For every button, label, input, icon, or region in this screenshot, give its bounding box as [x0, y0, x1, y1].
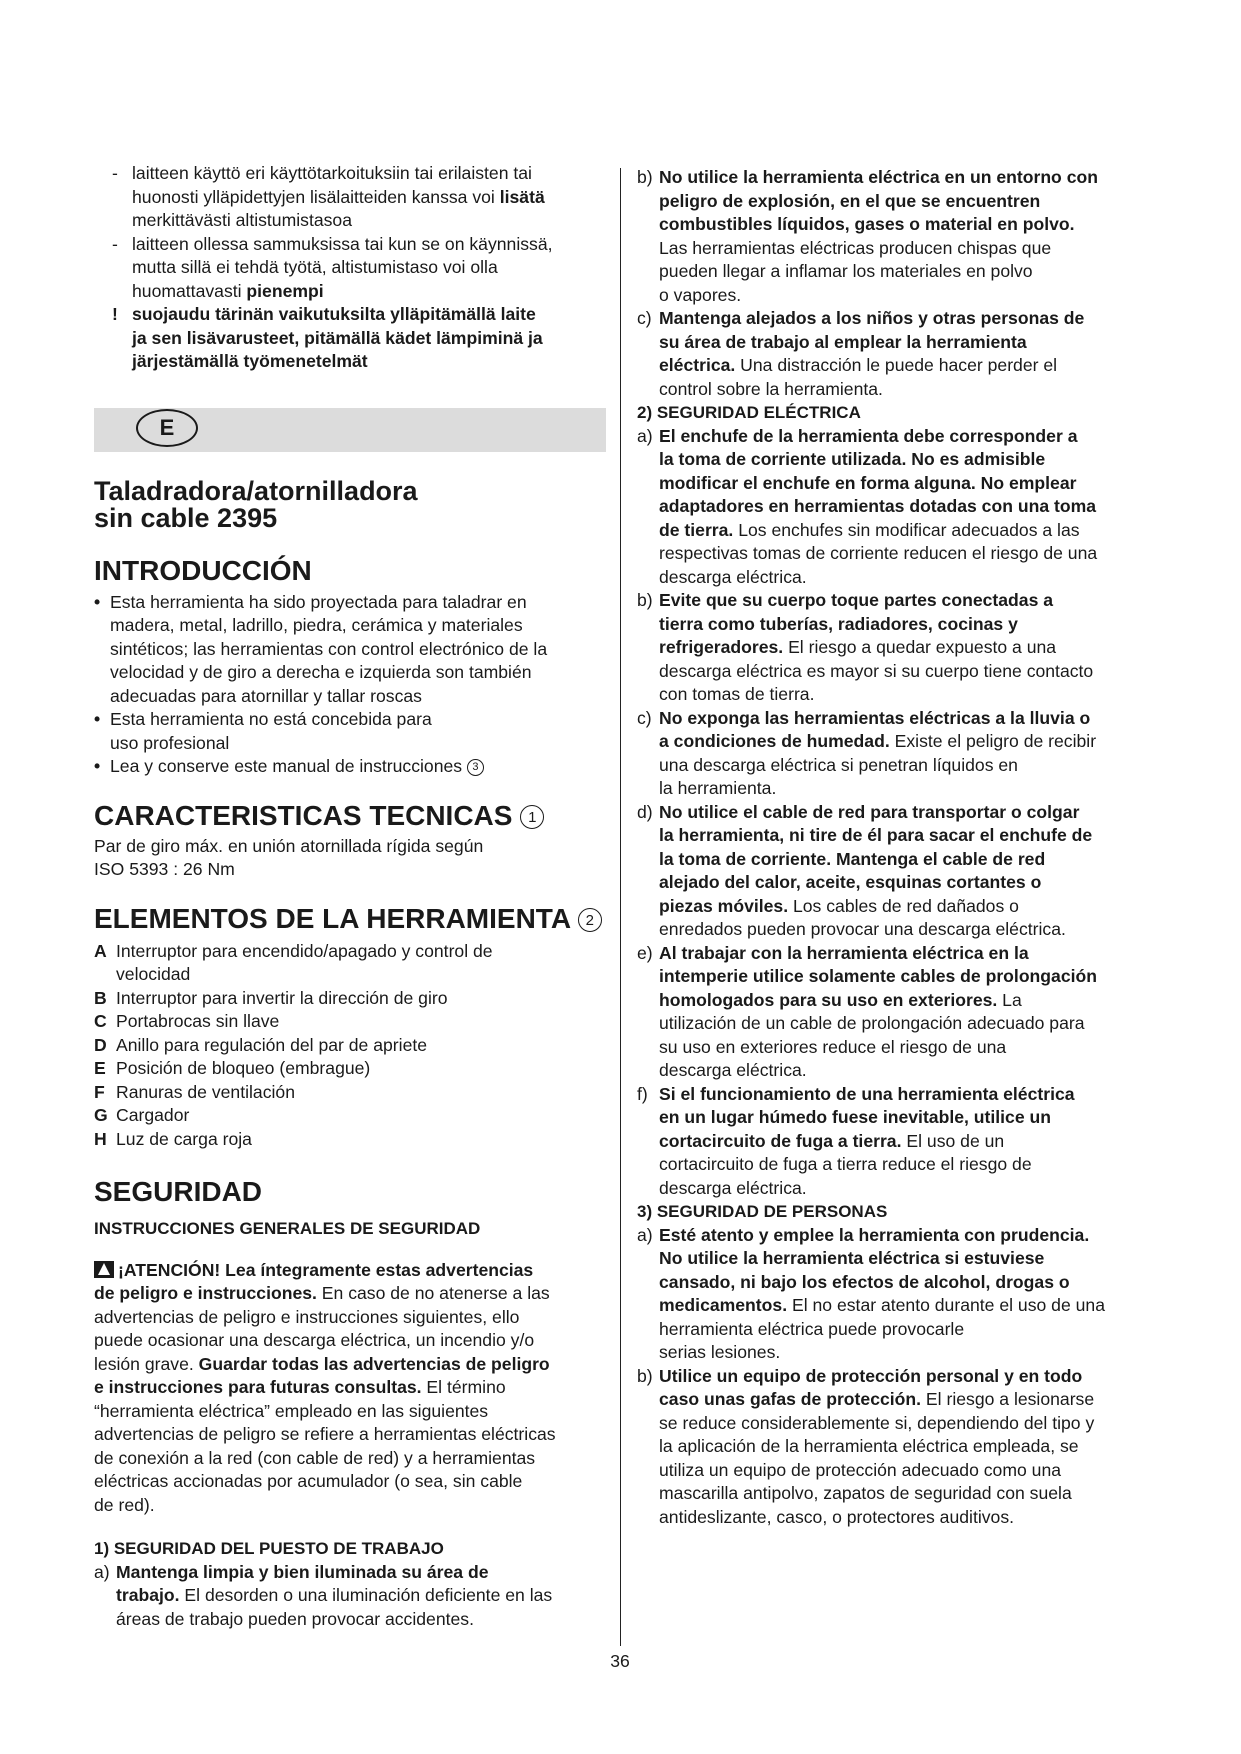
text-line: [659, 260, 1157, 284]
text-run: La: [997, 989, 1022, 1010]
tech-specs: [94, 835, 606, 882]
text-line: [659, 942, 1157, 966]
text-line: [659, 871, 1157, 895]
text-run: e instrucciones para futuras consultas.: [94, 1377, 422, 1397]
text-run: la toma de corriente. Mantenga el cable de red: [659, 848, 1046, 869]
text-run: tierra como tuberías, radiadores, cocinas y: [659, 613, 1018, 634]
column-divider: [620, 168, 621, 1646]
bullet-line: Lea y conserve este manual de instrucciones 3: [110, 755, 606, 779]
text-run: El término: [421, 1377, 506, 1397]
element-line: Interruptor para encendido/apagado y control de: [116, 940, 493, 961]
text-line: [659, 824, 1157, 848]
text-run: la aplicación de la herramienta eléctrica empleada, se: [659, 1436, 1079, 1456]
safety-item: [637, 425, 1157, 590]
text-run: de tierra.: [659, 519, 734, 540]
text-line: [659, 1482, 1157, 1506]
text-line: [659, 1106, 1157, 1130]
element-line: Ranuras de ventilación: [116, 1081, 295, 1102]
item-marker: a): [637, 425, 653, 446]
text-run: descarga eléctrica.: [659, 1060, 807, 1080]
text-line: [659, 707, 1157, 731]
text-run: una descarga eléctrica si penetran líquidos en: [659, 754, 1018, 775]
tech-line: Par de giro máx. en unión atornillada rígida según: [94, 835, 484, 856]
item-marker: a): [94, 1561, 110, 1582]
text-run: huomattavasti: [132, 280, 247, 301]
text-line: [659, 1271, 1157, 1295]
item-marker: e): [637, 942, 653, 963]
text-run: antideslizante, casco, o protectores auditivos.: [659, 1506, 1015, 1527]
safety-item: [637, 1224, 1157, 1365]
note-item: [94, 303, 606, 374]
text-line: [659, 166, 1157, 190]
bullet-line: velocidad y de giro a derecha e izquierda son también: [110, 662, 532, 682]
text-line: [659, 754, 1157, 778]
element-line: Anillo para regulación del par de apriete: [116, 1034, 428, 1055]
text-line: [659, 1506, 1157, 1530]
text-run: No exponga las herramientas eléctricas a la lluvia o: [659, 707, 1091, 728]
text-run: medicamentos.: [659, 1295, 788, 1315]
text-run: Guardar todas las advertencias de peligro: [198, 1353, 550, 1374]
item-marker: f): [637, 1083, 648, 1104]
text-line: [659, 495, 1157, 519]
text-line: [132, 209, 606, 233]
element-item: [94, 940, 606, 987]
item-marker: c): [637, 707, 652, 728]
text-line: [659, 895, 1157, 919]
text-line: [132, 256, 606, 280]
text-run: laitteen käyttö eri käyttötarkoituksiin tai erilaisten tai: [132, 163, 532, 183]
text-line: [659, 542, 1157, 566]
text-run: Si el funcionamiento de una herramienta eléctrica: [659, 1083, 1075, 1104]
text-line: [659, 566, 1157, 590]
text-line: [659, 1247, 1157, 1271]
text-line: [132, 327, 606, 351]
bullet-line: madera, metal, ladrillo, piedra, cerámica y materiales: [110, 615, 523, 635]
text-run: El no estar atento durante el uso de una: [787, 1295, 1105, 1315]
text-run: Los enchufes sin modificar adecuados a las: [733, 519, 1080, 540]
general-line: [94, 1306, 606, 1330]
element-line: velocidad: [116, 964, 191, 984]
text-line: [132, 350, 606, 374]
safety-heading: SEGURIDAD: [94, 1176, 263, 1207]
text-run: peligro de explosión, en el que se encuentren: [659, 190, 1041, 211]
text-line: [659, 1412, 1157, 1436]
text-line: [659, 1224, 1157, 1248]
safety-item: [637, 307, 1157, 401]
text-run: de red).: [94, 1494, 155, 1515]
text-run: “herramienta eléctrica” empleado en las siguientes: [94, 1400, 489, 1421]
intro-heading: INTRODUCCIÓN: [94, 554, 312, 586]
text-run: intemperie utilice solamente cables de prolongación: [659, 966, 1098, 986]
text-run: de conexión a la red (con cable de red) y a herramientas: [94, 1447, 536, 1468]
text-run: cansado, ni bajo los efectos de alcohol, drogas o: [659, 1271, 1070, 1292]
bullet-line: adecuadas para atornillar y tallar roscas: [110, 685, 422, 706]
text-run: huonosti ylläpidettyjen lisälaitteiden kanssa voi: [132, 186, 500, 207]
elements-list: [94, 940, 606, 1152]
element-letter: H: [94, 1128, 107, 1149]
text-run: serias lesiones.: [659, 1342, 781, 1362]
text-line: [659, 354, 1157, 378]
text-line: [659, 237, 1157, 261]
text-line: [132, 303, 606, 327]
text-run: piezas móviles.: [659, 895, 789, 916]
item-marker: -: [112, 233, 118, 254]
text-line: [659, 1083, 1157, 1107]
text-line: [659, 1177, 1157, 1201]
element-line: Interruptor para invertir la dirección de giro: [116, 987, 448, 1008]
text-line: [659, 636, 1157, 660]
text-run: cortacircuito de fuga a tierra.: [659, 1130, 902, 1151]
text-run: eléctricas accionadas por acumulador (o sea, sin cable: [94, 1471, 523, 1491]
text-run: utiliza un equipo de protección adecuado como una: [659, 1459, 1062, 1480]
text-run: mascarilla antipolvo, zapatos de seguridad con suela: [659, 1483, 1072, 1503]
general-line: [94, 1329, 606, 1353]
text-run: su uso en exteriores reduce el riesgo de una: [659, 1036, 1007, 1057]
text-run: descarga eléctrica es mayor si su cuerpo tiene contacto: [659, 660, 1094, 681]
text-run: modificar el enchufe en forma alguna. No emplear: [659, 472, 1077, 493]
text-line: [659, 848, 1157, 872]
elements-heading: [94, 902, 606, 936]
text-run: su área de trabajo al emplear la herramienta: [659, 331, 1027, 352]
text-run: utilización de un cable de prolongación adecuado para: [659, 1013, 1085, 1033]
text-run: El desorden o una iluminación deficiente en las: [179, 1585, 553, 1605]
item-marker: b): [637, 590, 653, 610]
text-run: Mantenga alejados a los niños y otras personas de: [659, 308, 1085, 328]
text-line: [659, 331, 1157, 355]
item-marker: c): [637, 308, 652, 328]
text-run: control sobre la herramienta.: [659, 378, 883, 399]
safety-items: [637, 166, 1157, 401]
text-line: [132, 162, 606, 186]
bullet-line: Esta herramienta ha sido proyectada para taladrar en: [110, 591, 527, 612]
text-run: cortacircuito de fuga a tierra reduce el riesgo de: [659, 1154, 1032, 1174]
safety-item: [637, 589, 1157, 707]
text-run: áreas de trabajo pueden provocar accidentes.: [116, 1608, 474, 1629]
text-run: El enchufe de la herramienta debe corresponder a: [659, 425, 1078, 446]
text-line: [659, 1012, 1157, 1036]
text-run: pienempi: [246, 280, 324, 301]
item-marker: !: [112, 304, 118, 324]
text-run: No utilice la herramienta eléctrica si estuviese: [659, 1248, 1045, 1268]
element-letter: A: [94, 940, 107, 961]
element-letter: C: [94, 1011, 107, 1031]
element-letter: E: [94, 1058, 106, 1078]
text-line: [659, 472, 1157, 496]
element-letter: G: [94, 1105, 108, 1125]
text-line: [659, 965, 1157, 989]
text-run: ja sen lisävarusteet, pitämällä kädet lämpiminä ja: [132, 327, 543, 348]
text-run: herramienta eléctrica puede provocarle: [659, 1318, 965, 1339]
general-line: [94, 1447, 606, 1471]
finnish-vibration-notes: [94, 162, 606, 374]
text-line: [659, 589, 1157, 613]
text-run: eléctrica.: [659, 355, 736, 375]
text-run: Al trabajar con la herramienta eléctrica en la: [659, 942, 1029, 963]
text-line: [659, 378, 1157, 402]
workplace-item: [94, 1561, 606, 1632]
text-line: [659, 1341, 1157, 1365]
text-line: [659, 1294, 1157, 1318]
text-run: lesión grave.: [94, 1353, 199, 1374]
text-run: advertencias de peligro se refiere a herramientas eléctricas: [94, 1424, 556, 1444]
text-run: descarga eléctrica.: [659, 566, 807, 587]
intro-bullet: [94, 755, 606, 779]
safety-item: [637, 707, 1157, 801]
elements-heading-text: ELEMENTOS DE LA HERRAMIENTA: [94, 902, 571, 934]
text-run: lisätä: [499, 186, 545, 207]
bullet-line: Esta herramienta no está concebida para: [110, 709, 432, 729]
text-line: [132, 186, 606, 210]
text-run: la herramienta.: [659, 778, 777, 798]
page-number: 36: [610, 1651, 630, 1671]
text-run: combustibles líquidos, gases o material en polvo.: [659, 214, 1075, 234]
text-run: Las herramientas eléctricas producen chispas que: [659, 237, 1052, 258]
text-line: [659, 660, 1157, 684]
text-line: [659, 519, 1157, 543]
text-run: El uso de un: [901, 1130, 1005, 1151]
text-run: laitteen ollessa sammuksissa tai kun se on käynnissä,: [132, 233, 553, 254]
text-line: [659, 1036, 1157, 1060]
safety-items: [637, 425, 1157, 1201]
text-line: [659, 777, 1157, 801]
text-line: [132, 233, 606, 257]
element-line: Cargador: [116, 1105, 190, 1125]
safety-item: [637, 942, 1157, 1083]
text-run: con tomas de tierra.: [659, 684, 815, 704]
text-line: [659, 1365, 1157, 1389]
text-line: [659, 1130, 1157, 1154]
text-run: El riesgo a quedar expuesto a una: [783, 637, 1057, 657]
general-line: [94, 1494, 606, 1518]
safety-items: [637, 1224, 1157, 1530]
text-run: caso unas gafas de protección.: [659, 1389, 922, 1409]
element-letter: F: [94, 1081, 105, 1102]
safety-item: [637, 801, 1157, 942]
text-run: adaptadores en herramientas dotadas con una toma: [659, 496, 1097, 516]
safety-item: [637, 166, 1157, 307]
text-run: enredados pueden provocar una descarga eléctrica.: [659, 919, 1066, 939]
tech-figure-ref: 1: [520, 805, 544, 829]
element-item: [94, 1128, 606, 1152]
item-marker: b): [637, 1365, 653, 1386]
text-run: puede ocasionar una descarga eléctrica, un incendio y/o: [94, 1330, 535, 1350]
text-run: Evite que su cuerpo toque partes conectadas a: [659, 590, 1054, 610]
general-safety-heading: INSTRUCCIONES GENERALES DE SEGURIDAD: [94, 1219, 481, 1238]
workplace-items: [94, 1561, 606, 1632]
text-run: homologados para su uso en exteriores.: [659, 989, 998, 1010]
text-run: se reduce considerablemente si, dependiendo del tipo y: [659, 1412, 1095, 1433]
text-run: suojaudu tärinän vaikutuksilta ylläpitämällä laite: [132, 304, 536, 324]
text-run: merkittävästi altistumistasoa: [132, 210, 352, 230]
text-line: [659, 801, 1157, 825]
bullet-marker: •: [94, 591, 101, 612]
item-marker: a): [637, 1224, 653, 1245]
text-run: En caso de no atenerse a las: [316, 1283, 550, 1303]
text-run: El riesgo a lesionarse: [921, 1389, 1095, 1409]
tech-heading-text: CARACTERISTICAS TECNICAS: [94, 799, 513, 831]
warning-icon: [94, 1261, 114, 1278]
text-run: Utilice un equipo de protección personal y en todo: [659, 1365, 1083, 1386]
text-line: [659, 1318, 1157, 1342]
product-title-line1: Taladradora/atornilladora: [94, 475, 418, 506]
text-line: [659, 730, 1157, 754]
text-run: alejado del calor, aceite, esquinas cortantes o: [659, 872, 1042, 892]
general-line: [94, 1470, 606, 1494]
text-line: [659, 683, 1157, 707]
text-run: mutta sillä ei tehdä työtä, altistumistaso voi olla: [132, 257, 498, 277]
element-item: [94, 987, 606, 1011]
text-line: [659, 989, 1157, 1013]
bullet-marker: •: [94, 756, 101, 776]
text-line: [659, 613, 1157, 637]
language-section-bar: [94, 408, 606, 452]
general-line: [94, 1423, 606, 1447]
general-line: [94, 1376, 606, 1400]
general-line: [94, 1259, 606, 1283]
text-run: Una distracción le puede hacer perder el: [735, 355, 1058, 375]
general-safety-text: [94, 1259, 606, 1518]
element-item: [94, 1034, 606, 1058]
text-run: advertencias de peligro e instrucciones siguientes, ello: [94, 1306, 520, 1327]
product-title-line2: sin cable 2395: [94, 502, 278, 533]
intro-bullet: [94, 708, 606, 755]
text-run: trabajo.: [116, 1585, 180, 1605]
figure-ref: 3: [467, 759, 484, 776]
text-line: [659, 1435, 1157, 1459]
text-run: No utilice la herramienta eléctrica en un entorno con: [659, 167, 1098, 187]
element-line: Portabrocas sin llave: [116, 1011, 280, 1031]
text-run: ¡ATENCIÓN! Lea íntegramente estas advertencias: [118, 1259, 534, 1280]
element-item: [94, 1057, 606, 1081]
section-heading: 3) SEGURIDAD DE PERSONAS: [637, 1202, 888, 1221]
text-line: [659, 918, 1157, 942]
text-line: [116, 1561, 606, 1585]
text-run: respectivas tomas de corriente reducen el riesgo de una: [659, 543, 1098, 563]
item-marker: d): [637, 801, 653, 822]
intro-bullets: [94, 591, 606, 779]
text-run: de peligro e instrucciones.: [94, 1283, 317, 1303]
intro-bullet: [94, 591, 606, 709]
item-marker: -: [112, 163, 118, 183]
element-line: Posición de bloqueo (embrague): [116, 1058, 371, 1078]
general-line: [94, 1400, 606, 1424]
text-run: en un lugar húmedo fuese inevitable, utilice un: [659, 1107, 1052, 1127]
text-run: descarga eléctrica.: [659, 1177, 807, 1198]
bullet-line: sintéticos; las herramientas con control electrónico de la: [110, 638, 548, 659]
text-line: [659, 1459, 1157, 1483]
text-line: [659, 448, 1157, 472]
safety-item: [637, 1083, 1157, 1201]
bullet-line: uso profesional: [110, 732, 230, 753]
tech-heading: [94, 799, 606, 833]
text-run: la toma de corriente utilizada. No es admisible: [659, 449, 1046, 469]
bullet-marker: •: [94, 709, 101, 729]
text-line: [659, 1153, 1157, 1177]
text-run: refrigeradores.: [659, 637, 784, 657]
text-run: pueden llegar a inflamar los materiales en polvo: [659, 261, 1033, 281]
note-item: [94, 233, 606, 304]
text-line: [659, 190, 1157, 214]
text-line: [132, 280, 606, 304]
text-run: Existe el peligro de recibir: [889, 731, 1097, 751]
language-badge: E: [136, 409, 198, 447]
safety-item: [637, 1365, 1157, 1530]
text-run: Mantenga limpia y bien iluminada su área de: [116, 1561, 489, 1582]
element-item: [94, 1104, 606, 1128]
text-line: [659, 284, 1157, 308]
text-run: No utilice el cable de red para transportar o colgar: [659, 801, 1080, 822]
element-line: Luz de carga roja: [116, 1128, 252, 1149]
text-run: a condiciones de humedad.: [659, 731, 890, 751]
left-column: [94, 162, 606, 1631]
text-run: la herramienta, ni tire de él para sacar el enchufe de: [659, 825, 1093, 845]
text-line: [116, 1608, 606, 1632]
note-item: [94, 162, 606, 233]
element-letter: B: [94, 987, 107, 1008]
elements-figure-ref: 2: [578, 908, 602, 932]
text-line: [659, 1059, 1157, 1083]
workplace-heading: 1) SEGURIDAD DEL PUESTO DE TRABAJO: [94, 1539, 444, 1558]
tech-line: ISO 5393 : 26 Nm: [94, 859, 235, 879]
text-run: Los cables de red dañados o: [788, 895, 1019, 916]
element-letter: D: [94, 1034, 107, 1055]
text-line: [659, 1388, 1157, 1412]
element-item: [94, 1081, 606, 1105]
text-run: järjestämällä työmenetelmät: [132, 351, 368, 371]
section-heading: 2) SEGURIDAD ELÉCTRICA: [637, 403, 861, 422]
text-line: [116, 1584, 606, 1608]
text-line: [659, 307, 1157, 331]
text-run: o vapores.: [659, 284, 742, 305]
general-line: [94, 1353, 606, 1377]
right-column: [637, 166, 1157, 1529]
general-line: [94, 1282, 606, 1306]
text-run: Esté atento y emplee la herramienta con prudencia.: [659, 1224, 1090, 1245]
element-item: [94, 1010, 606, 1034]
text-line: [659, 425, 1157, 449]
text-line: [659, 213, 1157, 237]
item-marker: b): [637, 167, 653, 187]
